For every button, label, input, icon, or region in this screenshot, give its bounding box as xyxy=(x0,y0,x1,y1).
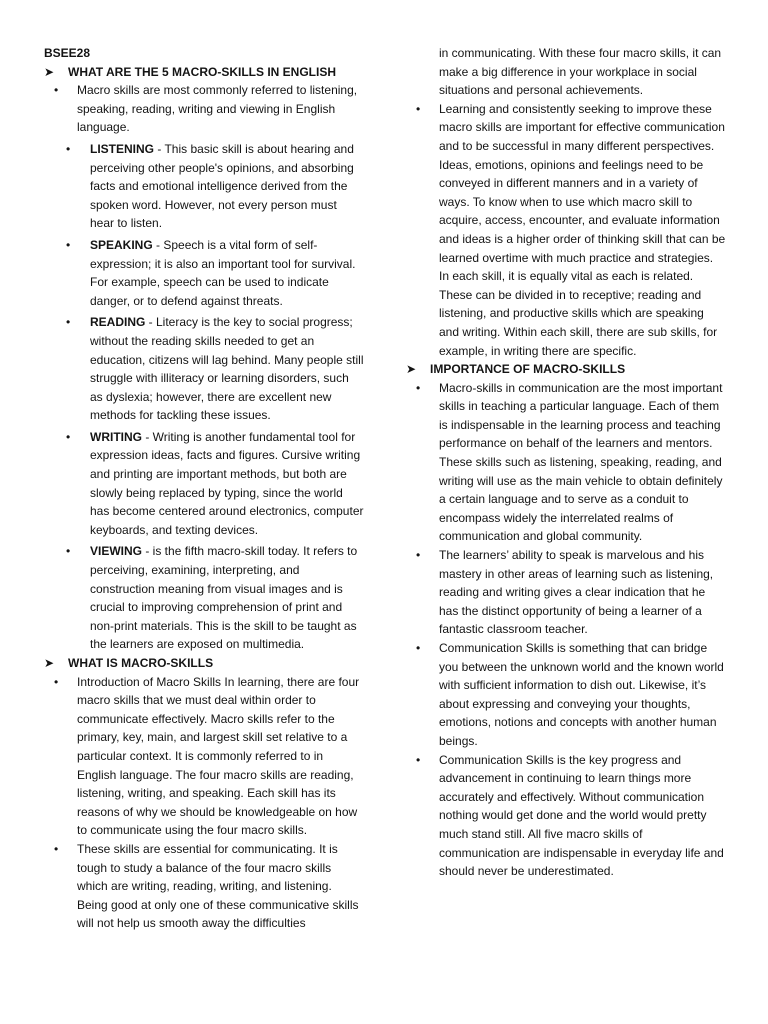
heading-text: IMPORTANCE OF MACRO-SKILLS xyxy=(430,362,626,377)
list-item xyxy=(406,751,726,881)
list-item-text: The learners’ ability to speak is marvelous and his mastery in other areas of learning such as listening, reading and writing gives a clear indication that he has the distinct opportunity of being a learner of a fantastic classroom teacher. xyxy=(439,548,714,637)
skill-description: - Writing is another fundamental tool for expression ideas, facts and figures. Cursive writing and printing are important methods, but both are slowly being replaced by typing, since the world has become centered around electronics, computer keyboards, and texting devices. xyxy=(90,429,364,537)
skill-term: LISTENING xyxy=(90,141,155,156)
skill-term: VIEWING xyxy=(90,544,143,559)
list-item xyxy=(406,379,726,546)
list-item xyxy=(406,546,726,639)
arrow-bullet-icon: ➤ xyxy=(44,64,55,79)
list-item xyxy=(44,673,364,840)
bullet-icon: • xyxy=(416,101,421,116)
list-item-text: Macro-skills in communication are the most important skills in teaching a particular language. Each of them is indispensable in the learning process and teaching performance on behalf of the learners and mentors. These skills such as listening, speaking, reading, and writing will use as the main vehicle to obtain definitely a certain language and to serve as a conduit to encompass widely the interrelated realms of communication and global community. xyxy=(439,380,723,544)
bullet-icon: • xyxy=(416,380,421,395)
skill-item-listening xyxy=(44,140,364,233)
skill-description: - is the fifth macro-skill today. It refers to perceiving, examining, interpreting, and construction meaning from visual images and is crucial to improving comprehension of print and non-print materials. This is the skill to be taught as the learners are exposed on multimedia. xyxy=(90,544,358,652)
bullet-icon: • xyxy=(54,674,59,689)
list-item xyxy=(44,840,364,933)
skill-term: SPEAKING xyxy=(90,237,153,252)
list-item xyxy=(44,81,364,137)
section-heading-what-is-macro-skills xyxy=(44,654,364,673)
bullet-icon: • xyxy=(54,83,59,98)
bullet-icon: • xyxy=(54,841,59,856)
list-item xyxy=(406,639,726,751)
list-item-text: These skills are essential for communicating. It is tough to study a balance of the four macro skills which are writing, reading, writing, and listening. Being good at only one of these communicative skills will not help us smooth away the difficulties xyxy=(77,841,359,931)
bullet-icon: • xyxy=(66,429,71,444)
bullet-icon: • xyxy=(66,141,71,156)
skill-description: - Speech is a vital form of self-expression; it is also an important tool for survival. For example, speech can be used to indicate danger, or to defend against threats. xyxy=(90,237,356,308)
list-item-text: Learning and consistently seeking to improve these macro skills are important for effective communication and to be successful in many different perspectives. Ideas, emotions, opinions and feelings need to be conveyed in different manners and in a variety of ways. To know when to use which macro skill to acquire, access, encounter, and evaluate information and ideas is a higher order of thinking skill that can be learned overtime with much practice and strategies. In each skill, it is equally vital as each is related. These can be divided in to receptive; reading and listening, and productive skills which are speaking and writing. Within each skill, there are sub skills, for example, in writing there are specific. xyxy=(439,101,726,358)
continued-paragraph: in communicating. With these four macro skills, it can make a big difference in your workplace in social situations and personal achievements. xyxy=(439,46,722,98)
bullet-icon: • xyxy=(416,641,421,655)
skill-item-reading xyxy=(44,313,364,425)
skill-description: - Literacy is the key to social progress; without the reading skills needed to get an education, citizens will lag behind. Many people still struggle with illiteracy or learning disorders, such as dyslexia; however, there are excellent new methods for tackling these issues. xyxy=(90,315,364,423)
bullet-icon: • xyxy=(66,237,71,252)
bullet-icon: • xyxy=(66,315,71,330)
skill-term: WRITING xyxy=(90,429,142,444)
skill-item-writing xyxy=(44,428,364,540)
arrow-bullet-icon: ➤ xyxy=(44,656,55,670)
bullet-icon: • xyxy=(416,752,421,767)
list-item-text: Macro skills are most commonly referred to listening, speaking, reading, writing and viewing in English language. xyxy=(77,83,358,135)
list-item-text: Communication Skills is the key progress and advancement in continuing to learn things more accurately and effectively. Without communication nothing would get done and the world would pretty much stand still. All five macro skills of communication are indispensable in everyday life and should never be underestimated. xyxy=(439,752,724,879)
section-heading-macro-skills-in-english xyxy=(44,63,364,82)
left-column xyxy=(44,44,364,933)
bullet-icon: • xyxy=(66,544,71,559)
skill-term: READING xyxy=(90,315,146,330)
skill-item-speaking xyxy=(44,236,364,310)
document-code: BSEE28 xyxy=(44,46,91,60)
heading-text: WHAT IS MACRO-SKILLS xyxy=(68,656,214,670)
arrow-bullet-icon: ➤ xyxy=(406,362,417,377)
skill-description: - This basic skill is about hearing and perceiving other people's opinions, and absorbing facts and emotional intelligence derived from the spoken word. However, not every person must hear to listen. xyxy=(90,141,354,231)
skill-item-viewing xyxy=(44,542,364,654)
right-column xyxy=(406,44,726,881)
list-item-text: Introduction of Macro Skills In learning, there are four macro skills that we must deal within order to communicate effectively. Macro skills refer to the primary, key, main, and largest skill set relative to a particular context. It is commonly referred to in English language. The four macro skills are reading, listening, writing, and speaking. Each skill has its reasons of why we should be knowledgeable on how to communicate using the four macro skills. xyxy=(77,674,360,838)
bullet-icon: • xyxy=(416,548,421,563)
list-item-text: Communication Skills is something that can bridge you between the unknown world and the known world with sufficient information to dish out. Likewise, it’s about expressing and conveying your thoughts, emotions, notions and concepts with another human beings. xyxy=(439,641,724,748)
list-item xyxy=(406,100,726,360)
heading-text: WHAT ARE THE 5 MACRO-SKILLS IN ENGLISH xyxy=(68,64,336,79)
section-heading-importance-of-macro-skills xyxy=(406,360,726,379)
